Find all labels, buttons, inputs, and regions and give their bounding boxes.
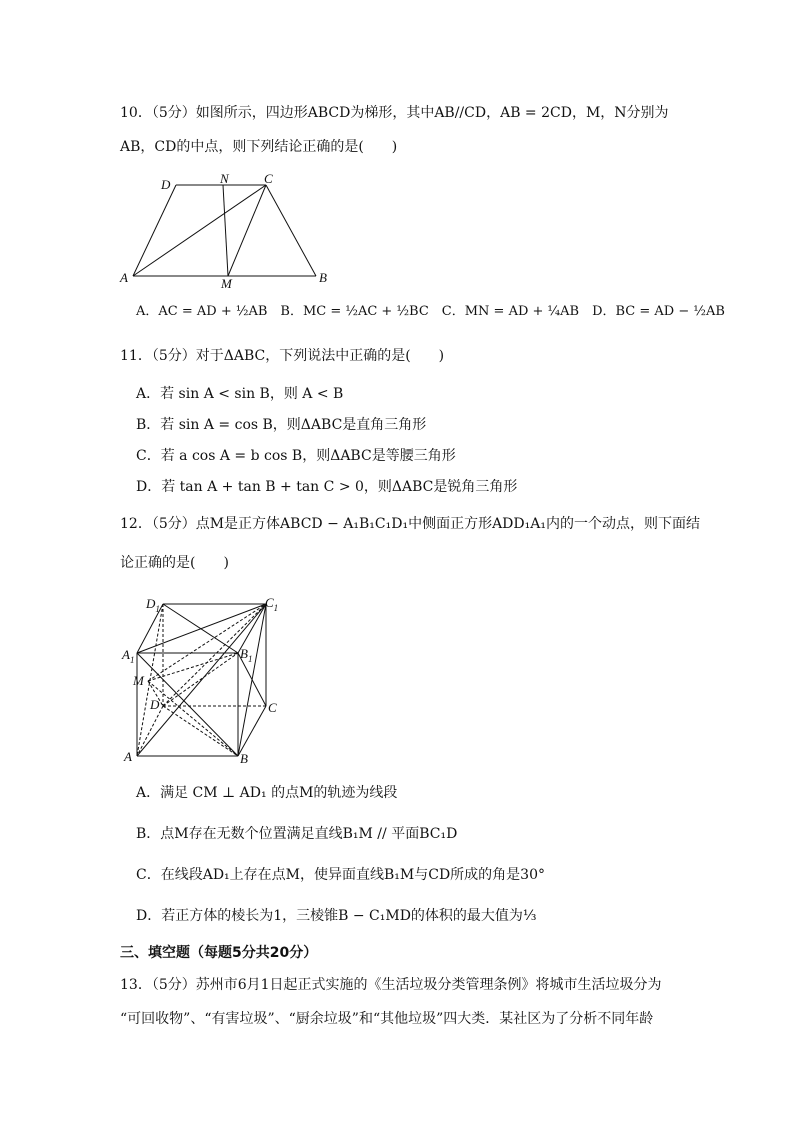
label-B: B: [240, 751, 248, 766]
label-A: A: [124, 749, 132, 764]
q13-stem-line1: 13．（5分）苏州市6月1日起正式实施的《生活垃圾分类管理条例》将城市生活垃圾分为: [120, 977, 662, 993]
q12-stem-line1: 12．（5分）点M是正方体ABCD − A₁B₁C₁D₁中侧面正方形ADD₁A₁内的一个动点，则下面结: [120, 516, 700, 532]
label-C: C: [268, 700, 277, 715]
q12-option-d: D．若正方体的棱长为1，三棱锥B − C₁MD的体积的最大值为⅓: [136, 908, 537, 924]
section-heading: 三、填空题（每题5分共20分）: [120, 945, 318, 961]
q10-stem-line2: AB，CD的中点，则下列结论正确的是( ): [120, 139, 398, 155]
q12-stem-line2: 论正确的是( ): [120, 555, 229, 571]
label-M: M: [133, 673, 144, 688]
cube-figure: [118, 588, 293, 768]
q13-stem-line2: “可回收物”、“有害垃圾”、“厨余垃圾”和“其他垃圾”四大类．某社区为了分析不同年龄: [120, 1011, 654, 1027]
q11-option-a: A．若 sin A < sin B，则 A < B: [136, 386, 344, 402]
q11-stem: 11．（5分）对于ΔABC，下列说法中正确的是( ): [120, 348, 445, 364]
q11-option-d: D．若 tan A + tan B + tan C > 0，则ΔABC是锐角三角形: [136, 479, 518, 495]
label-C1: $C_1$: [265, 595, 279, 613]
q10-options: A．AC = AD + ½AB B．MC = ½AC + ½BC C．MN = AD + ¼AB D．BC = AD − ½AB: [136, 304, 725, 319]
q11-option-b: B．若 sin A = cos B，则ΔABC是直角三角形: [136, 417, 427, 433]
label-D: D: [161, 177, 171, 192]
label-B1: $B_1$: [240, 646, 253, 664]
label-C: C: [264, 171, 273, 186]
label-A1: $A_1$: [122, 647, 135, 665]
q12-option-a: A．满足 CM ⊥ AD₁ 的点M的轨迹为线段: [136, 785, 398, 801]
label-M: M: [221, 276, 232, 291]
trapezoid-figure: [118, 170, 338, 292]
label-D: D: [150, 697, 160, 712]
label-D1: $D_1$: [146, 596, 160, 614]
label-N: N: [220, 171, 229, 186]
label-B: B: [319, 270, 327, 285]
q11-option-c: C．若 a cos A = b cos B，则ΔABC是等腰三角形: [136, 448, 456, 464]
q12-option-c: C．在线段AD₁上存在点M，使异面直线B₁M与CD所成的角是30°: [136, 867, 545, 883]
label-A: A: [120, 270, 128, 285]
q10-stem-line1: 10．（5分）如图所示，四边形ABCD为梯形，其中AB//CD，AB = 2CD，M，N分别为: [120, 105, 669, 121]
q12-option-b: B．点M存在无数个位置满足直线B₁M // 平面BC₁D: [136, 826, 458, 842]
